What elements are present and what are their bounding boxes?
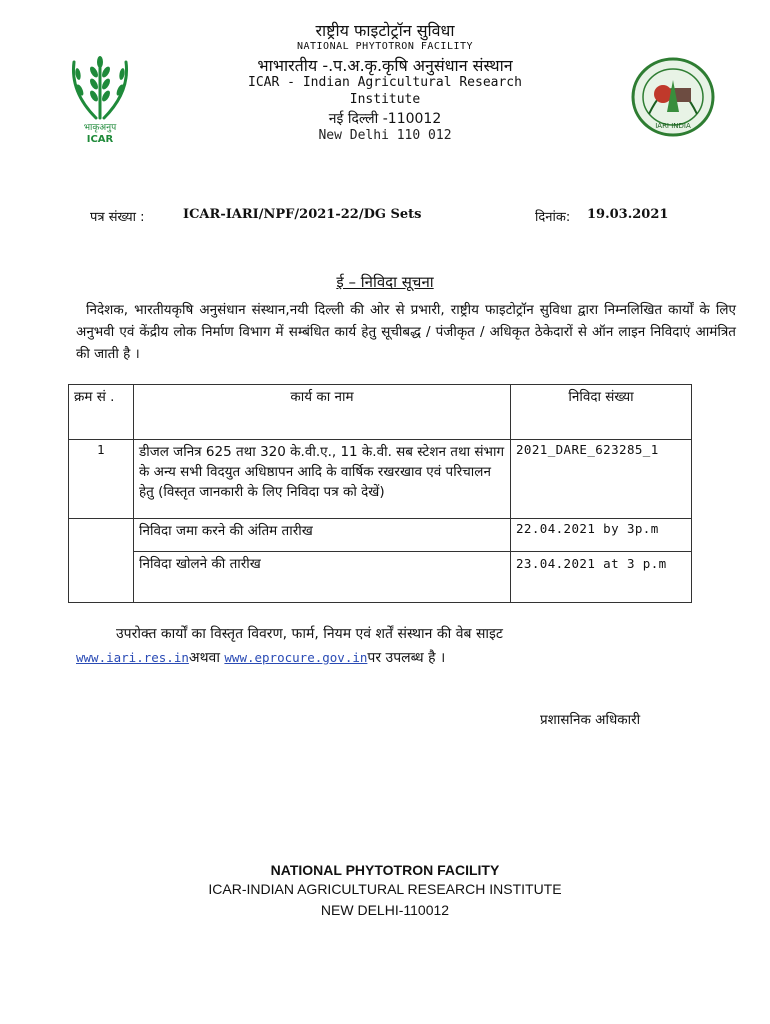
empty-serial-cell — [69, 519, 134, 603]
letter-number-label: पत्र संख्या : — [90, 210, 145, 225]
tender-table — [68, 384, 692, 603]
institute-name-hindi: भाभारतीय -.प.अ.कृ.कृषि अनुसंधान संस्थान — [257, 56, 513, 75]
work-name-cell: डीजल जनित्र 625 तथा 320 के.वी.ए., 11 के.वी. सब स्टेशन तथा संभाग के अन्य सभी विदयुत अधिष्ठापन आदि के वार्षिक रखरखाव एवं परिचालन हेतु (विस्तृत जानकारी के लिए निविदा पत्र को देखें) — [134, 440, 511, 519]
notice-title — [0, 272, 770, 292]
iari-logo-text: IARI INDIA — [655, 122, 691, 130]
column-header-work: कार्य का नाम — [134, 385, 511, 440]
facility-title-hindi: राष्ट्रीय फाइटोट्रॉन सुविधा — [315, 21, 455, 40]
city-english: New Delhi 110 012 — [318, 128, 452, 143]
date-label: दिनांक: — [535, 210, 571, 225]
available-text: पर उपलब्ध है । — [367, 650, 446, 666]
column-header-serial: क्रम सं . — [69, 385, 134, 440]
or-text: अथवा — [188, 650, 220, 666]
icar-logo — [60, 52, 140, 144]
footer-institute-name: ICAR-INDIAN AGRICULTURAL RESEARCH INSTITUTE — [208, 881, 562, 897]
tender-number-cell: 2021_DARE_623285_1 — [511, 440, 692, 519]
footer-city: NEW DELHI-110012 — [320, 902, 450, 918]
iari-logo — [627, 54, 719, 140]
table-row — [69, 440, 692, 519]
opening-date-label-cell: निविदा खोलने की तारीख — [134, 552, 511, 603]
iari-emblem-icon — [627, 54, 719, 140]
intro-paragraph: निदेशक, भारतीयकृषि अनुसंधान संस्थान,नयी दिल्ली की ओर से प्रभारी, राष्ट्रीय फाइटोट्रॉन सुविधा द्वारा निम्नलिखित कार्यों के लिए अनुभवी एवं केंद्रीय लोक निर्माण विभाग में सम्बंधित कार्य हेतु सूचीबद्ध / पंजीकृत / अधिकृत ठेकेदारों से ऑन लाइन निविदाएं आमंत्रित की जाती है । — [76, 302, 736, 362]
opening-date-value-cell: 23.04.2021 at 3 p.m — [511, 552, 692, 603]
letter-number-value: ICAR-IARI/NPF/2021-22/DG Sets — [183, 207, 422, 222]
last-date-label-cell: निविदा जमा करने की अंतिम तारीख — [134, 519, 511, 552]
iari-website-link[interactable]: www.iari.res.in — [76, 650, 189, 665]
icar-logo-hindi-text: भाकृअनुप — [83, 123, 117, 133]
eprocure-website-link[interactable]: www.eprocure.gov.in — [224, 650, 368, 665]
city-hindi: नई दिल्ली -110012 — [328, 111, 442, 127]
date-value: 19.03.2021 — [587, 207, 669, 222]
table-row — [69, 519, 692, 552]
table-row — [69, 552, 692, 603]
details-text: उपरोक्त कार्यों का विस्तृत विवरण, फार्म, नियम एवं शर्तें संस्थान की वेब साइट — [116, 626, 503, 642]
icar-logo-english-text: ICAR — [86, 134, 114, 144]
icar-wheat-icon — [60, 52, 140, 144]
notice-title-text: ई – निविदा सूचना — [336, 273, 434, 291]
column-header-tender-no: निविदा संख्या — [511, 385, 692, 440]
last-date-value-cell: 22.04.2021 by 3p.m — [511, 519, 692, 552]
table-header-row — [69, 385, 692, 440]
institute-name-english-line1: ICAR - Indian Agricultural Research — [248, 75, 522, 90]
signatory-designation: प्रशासनिक अधिकारी — [540, 712, 641, 728]
serial-number-cell: 1 — [69, 440, 134, 519]
facility-title-english: NATIONAL PHYTOTRON FACILITY — [296, 41, 474, 52]
footer-facility-name: NATIONAL PHYTOTRON FACILITY — [270, 862, 500, 878]
institute-name-english-line2: Institute — [349, 92, 421, 107]
details-paragraph — [76, 622, 726, 670]
